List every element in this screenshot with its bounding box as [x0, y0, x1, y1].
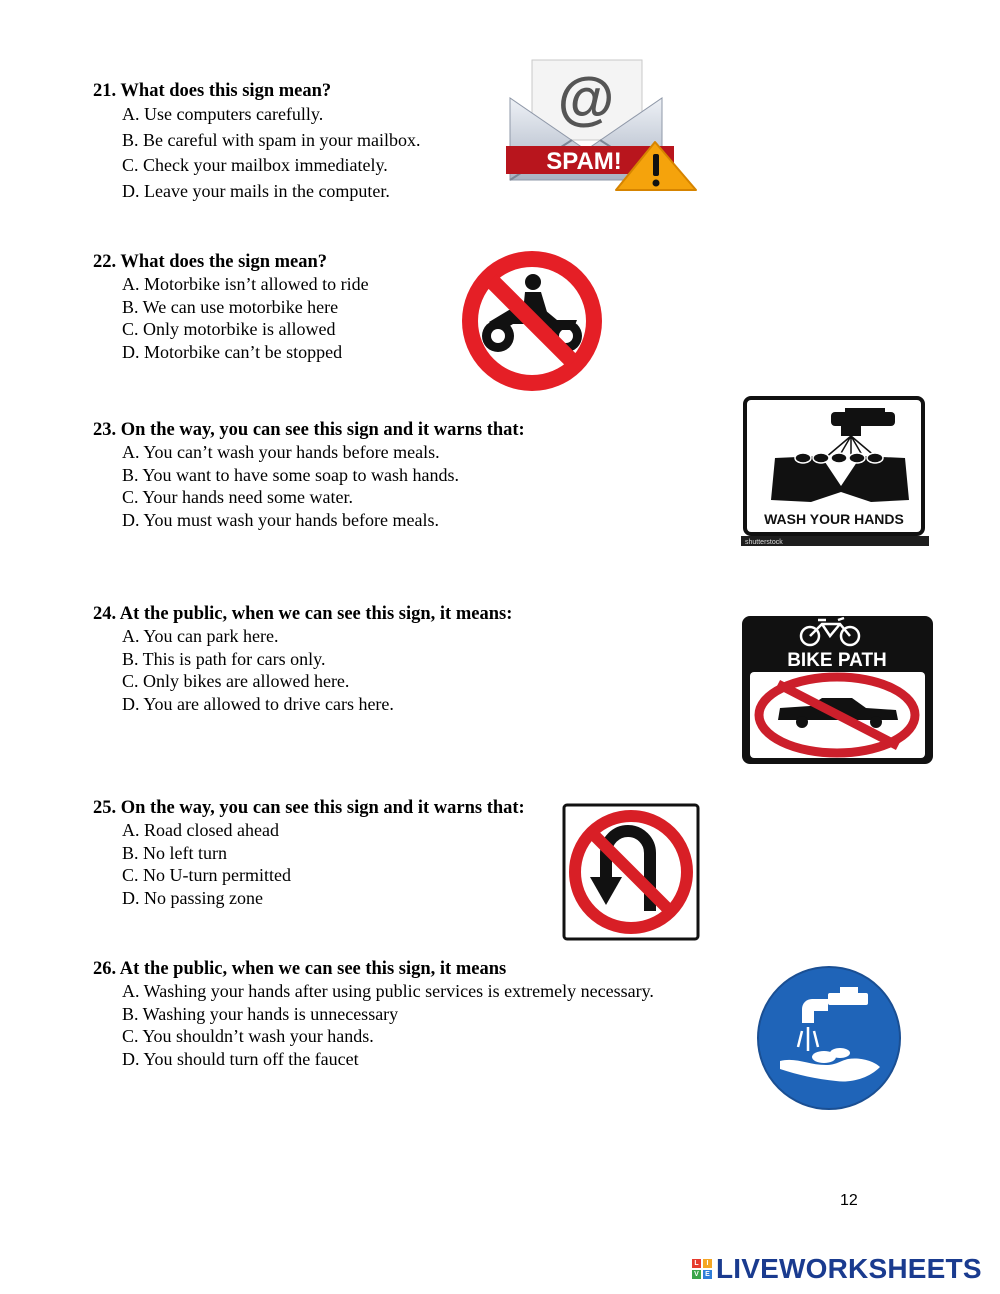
answer-option-c[interactable]: C. Check your mailbox immediately. [122, 155, 388, 175]
answer-option-b[interactable]: B. Washing your hands is unnecessary [122, 1003, 399, 1024]
liveworksheets-logo [692, 1254, 982, 1284]
bike-path-label: BIKE PATH [787, 650, 887, 671]
logo-letter: L [692, 1259, 701, 1268]
no-motorbike-icon [453, 250, 611, 392]
spam-label: SPAM! [546, 148, 622, 175]
answer-option-c[interactable]: C. Only bikes are allowed here. [122, 671, 350, 691]
question-title: 22. What does the sign mean? [93, 252, 328, 272]
answer-option-a[interactable]: A. You can’t wash your hands before meals. [122, 442, 440, 462]
question-title: 24. At the public, when we can see this sign, it means: [93, 604, 513, 624]
wash-hands-label: WASH YOUR HANDS [764, 511, 904, 527]
question-title: 25. On the way, you can see this sign and it warns that: [93, 798, 525, 818]
question-24 [93, 603, 512, 715]
answer-option-c[interactable]: C. No U-turn permitted [122, 865, 291, 885]
answer-option-a[interactable]: A. Road closed ahead [122, 820, 279, 840]
wash-hands-sign-icon [741, 396, 929, 548]
answer-option-d[interactable]: D. You must wash your hands before meals. [122, 509, 439, 530]
answer-option-b[interactable]: B. This is path for cars only. [122, 648, 326, 669]
wash-hands-mandatory-icon [756, 965, 902, 1111]
at-symbol: @ [557, 66, 615, 131]
answer-option-a[interactable]: A. Washing your hands after using public services is extremely necessary. [122, 981, 654, 1001]
answer-option-b[interactable]: B. No left turn [122, 842, 227, 863]
page-number: 12 [840, 1192, 858, 1209]
brand-name: LIVEWORKSHEETS [716, 1253, 982, 1284]
answer-option-a[interactable]: A. Use computers carefully. [122, 104, 324, 124]
bike-path-no-cars-icon [740, 614, 935, 766]
answer-option-d[interactable]: D. You should turn off the faucet [122, 1048, 359, 1069]
question-26 [93, 958, 654, 1070]
answer-option-b[interactable]: B. We can use motorbike here [122, 296, 339, 317]
question-23 [93, 419, 525, 531]
answer-option-b[interactable]: B. You want to have some soap to wash hands. [122, 464, 459, 485]
question-title: 21. What does this sign mean? [93, 81, 332, 101]
answer-option-c[interactable]: C. Only motorbike is allowed [122, 319, 336, 339]
question-21 [93, 80, 420, 202]
question-22 [93, 251, 369, 363]
no-u-turn-icon [562, 803, 700, 941]
watermark-text: shutterstock [745, 539, 783, 546]
answer-option-d[interactable]: D. Leave your mails in the computer. [122, 180, 390, 201]
answer-option-b[interactable]: B. Be careful with spam in your mailbox. [122, 129, 421, 150]
answer-option-d[interactable]: D. You are allowed to drive cars here. [122, 693, 394, 714]
answer-option-d[interactable]: D. No passing zone [122, 887, 263, 908]
answer-option-d[interactable]: D. Motorbike can’t be stopped [122, 341, 343, 362]
question-title: 23. On the way, you can see this sign and it warns that: [93, 420, 525, 440]
spam-email-icon [502, 58, 698, 194]
question-25 [93, 797, 525, 909]
answer-option-a[interactable]: A. You can park here. [122, 626, 279, 646]
answer-option-c[interactable]: C. Your hands need some water. [122, 487, 353, 507]
answer-option-c[interactable]: C. You shouldn’t wash your hands. [122, 1026, 374, 1046]
logo-letter: V [692, 1270, 701, 1279]
question-title: 26. At the public, when we can see this sign, it means [93, 959, 507, 979]
logo-letter: E [703, 1270, 712, 1279]
live-cube-icon [692, 1259, 712, 1279]
answer-option-a[interactable]: A. Motorbike isn’t allowed to ride [122, 274, 369, 294]
logo-letter: I [703, 1259, 712, 1268]
